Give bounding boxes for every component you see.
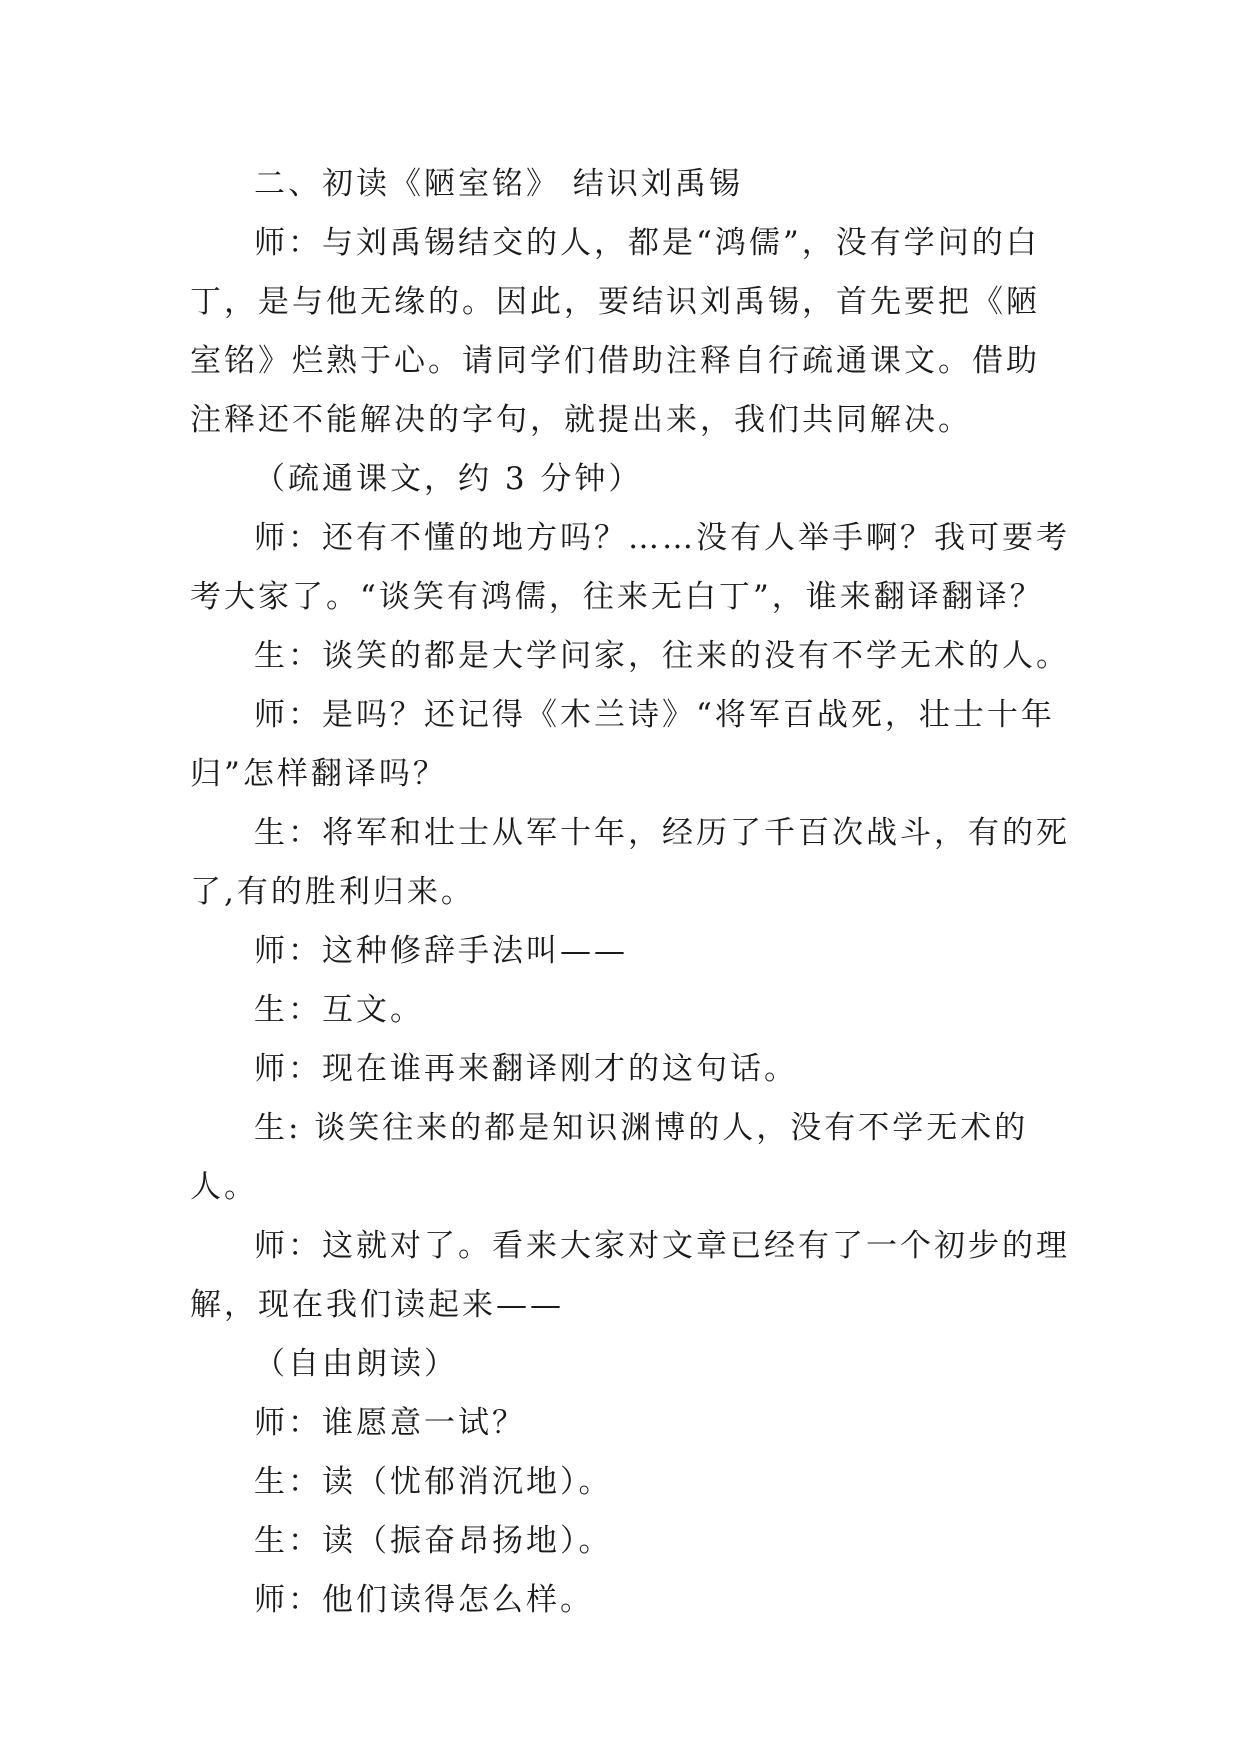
dialogue-paragraph: 生：读（忧郁消沉地）。 bbox=[254, 1464, 613, 1500]
dialogue-paragraph: 师：这种修辞手法叫—— bbox=[254, 933, 628, 969]
dialogue-paragraph: 生: 谈笑往来的都是知识渊博的人，没有不学无术的人。 bbox=[190, 1110, 1029, 1205]
dialogue-paragraph: 师：他们读得怎么样。 bbox=[254, 1582, 594, 1618]
dialogue-paragraph: 生：谈笑的都是大学问家，往来的没有不学无术的人。 bbox=[254, 638, 1070, 674]
dialogue-paragraph: 师：与刘禹锡结交的人，都是“鸿儒”，没有学问的白丁，是与他无缘的。因此，要结识刘禹锡，首先要把《陋室铭》烂熟于心。请同学们借助注释自行疏通课文。借助注释还不能解决的字句，就提出来，我们共同解决。 bbox=[190, 225, 1040, 438]
dialogue-paragraph: 生：互文。 bbox=[254, 992, 424, 1028]
dialogue-paragraph: 师：这就对了。看来大家对文章已经有了一个初步的理解，现在我们读起来—— bbox=[190, 1228, 1070, 1323]
dialogue-paragraph: 师：谁愿意一试？ bbox=[254, 1405, 526, 1441]
stage-note: （疏通课文，约 3 分钟） bbox=[254, 461, 643, 497]
dialogue-paragraph: 生：读（振奋昂扬地）。 bbox=[254, 1523, 613, 1559]
dialogue-paragraph: 师：是吗？还记得《木兰诗》“将军百战死，壮士十年归”怎样翻译吗？ bbox=[190, 697, 1055, 792]
stage-note: （自由朗读） bbox=[254, 1346, 458, 1382]
dialogue-paragraph: 师：现在谁再来翻译刚才的这句话。 bbox=[254, 1051, 798, 1087]
section-heading: 二、初读《陋室铭》 结识刘禹锡 bbox=[254, 166, 743, 202]
dialogue-paragraph: 生：将军和壮士从军十年，经历了千百次战斗，有的死了,有的胜利归来。 bbox=[190, 815, 1070, 910]
dialogue-paragraph: 师：还有不懂的地方吗？……没有人举手啊？我可要考考大家了。“谈笑有鸿儒，往来无白丁”，谁来翻译翻译？ bbox=[190, 520, 1070, 615]
document-body bbox=[190, 155, 1070, 1630]
